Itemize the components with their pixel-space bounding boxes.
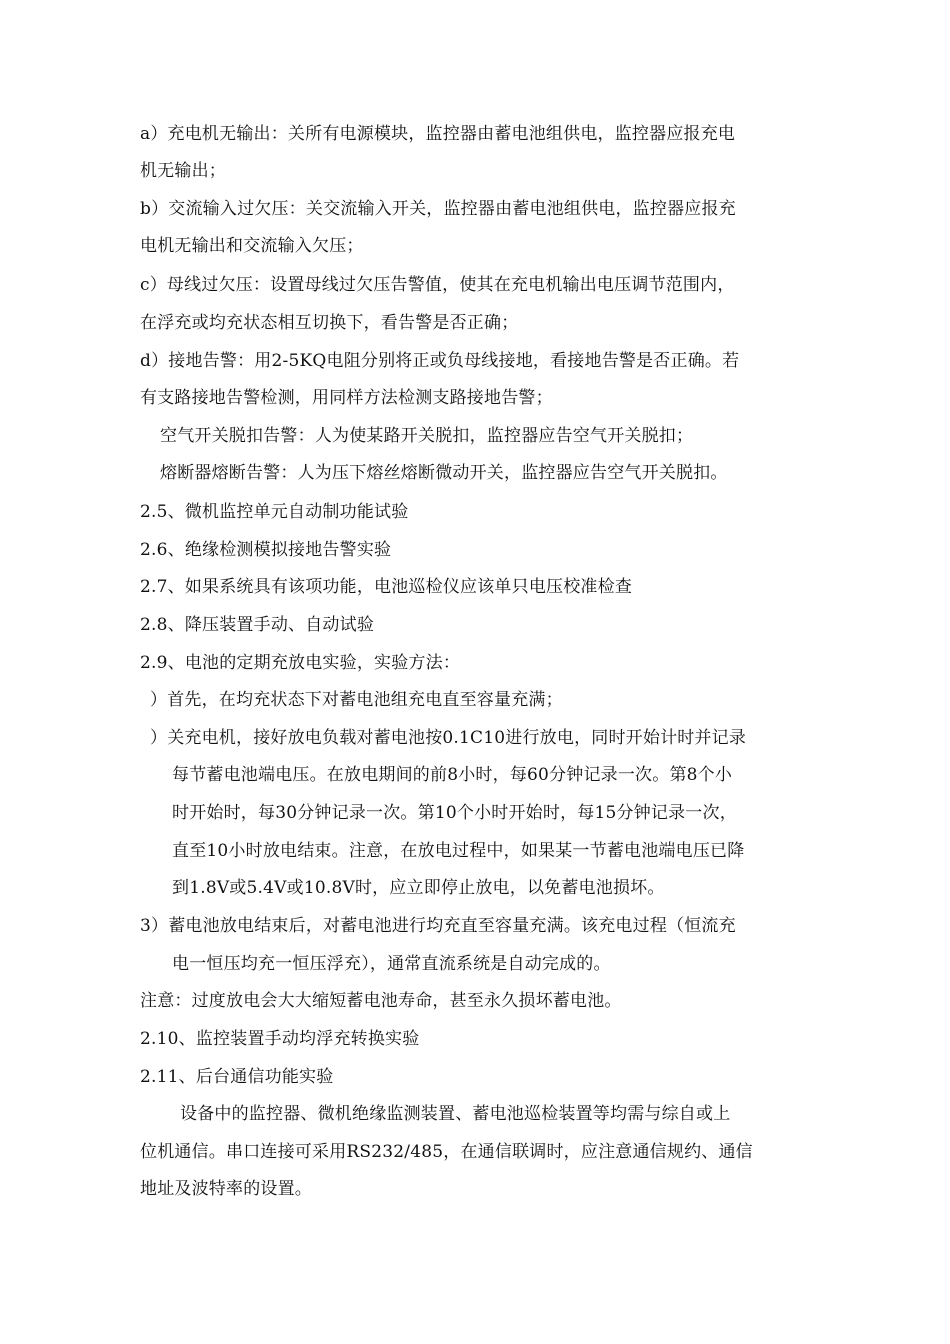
text-line: 到1.8V或5.4V或10.8V时，应立即停止放电，以免蓄电池损坏。 (172, 878, 665, 898)
text-line: ）首先，在均充状态下对蓄电池组充电直至容量充满； (150, 690, 563, 710)
text-line: 熔断器熔断告警：人为压下熔丝熔断微动开关，监控器应告空气开关脱扣。 (160, 463, 728, 483)
text-line: 在浮充或均充状态相互切换下，看告警是否正确； (140, 313, 519, 333)
text-line: 设备中的监控器、微机绝缘监测装置、蓄电池巡检装置等均需与综自或上 (180, 1104, 731, 1124)
text-line: c）母线过欠压：设置母线过欠压告警值，使其在充电机输出电压调节范围内， (140, 275, 735, 295)
text-line: 机无输出； (140, 161, 226, 181)
text-line: ）关充电机，接好放电负载对蓄电池按0.1C10进行放电，同时开始计时并记录 (150, 728, 747, 748)
text-line: 空气开关脱扣告警：人为使某路开关脱扣，监控器应告空气开关脱扣； (160, 426, 694, 446)
section-heading: 2.11、后台通信功能实验 (140, 1067, 334, 1087)
text-line: a）充电机无输出：关所有电源模块，监控器由蓄电池组供电，监控器应报充电 (140, 124, 736, 144)
text-line: 地址及波特率的设置。 (140, 1179, 312, 1199)
section-heading: 2.10、监控装置手动均浮充转换实验 (140, 1029, 420, 1049)
text-line: 位机通信。串口连接可采用RS232/485，在通信联调时，应注意通信规约、通信 (140, 1142, 753, 1162)
text-line: 直至10小时放电结束。注意，在放电过程中，如果某一节蓄电池端电压已降 (172, 841, 745, 861)
text-line: 电一恒压均充一恒压浮充），通常直流系统是自动完成的。 (172, 954, 611, 974)
note-line: 注意：过度放电会大大缩短蓄电池寿命，甚至永久损坏蓄电池。 (140, 991, 622, 1011)
section-heading: 2.6、绝缘检测模拟接地告警实验 (140, 540, 392, 560)
text-line: 有支路接地告警检测，用同样方法检测支路接地告警； (140, 388, 553, 408)
text-line: 电机无输出和交流输入欠压； (140, 236, 364, 256)
section-heading: 2.5、微机监控单元自动制功能试验 (140, 502, 409, 522)
section-heading: 2.9、电池的定期充放电实验，实验方法： (140, 653, 461, 673)
section-heading: 2.8、降压装置手动、自动试验 (140, 615, 375, 635)
text-line: b）交流输入过欠压：关交流输入开关，监控器由蓄电池组供电，监控器应报充 (140, 199, 736, 219)
text-line: 3）蓄电池放电结束后，对蓄电池进行均充直至容量充满。该充电过程（恒流充 (140, 916, 736, 936)
text-line: 时开始时，每30分钟记录一次。第10个小时开始时，每15分钟记录一次， (172, 803, 737, 823)
text-line: d）接地告警：用2-5KQ电阻分别将正或负母线接地，看接地告警是否正确。若 (140, 351, 740, 371)
text-line: 每节蓄电池端电压。在放电期间的前8小时，每60分钟记录一次。第8个小 (172, 765, 733, 785)
section-heading: 2.7、如果系统具有该项功能，电池巡检仪应该单只电压校准检查 (140, 577, 633, 597)
